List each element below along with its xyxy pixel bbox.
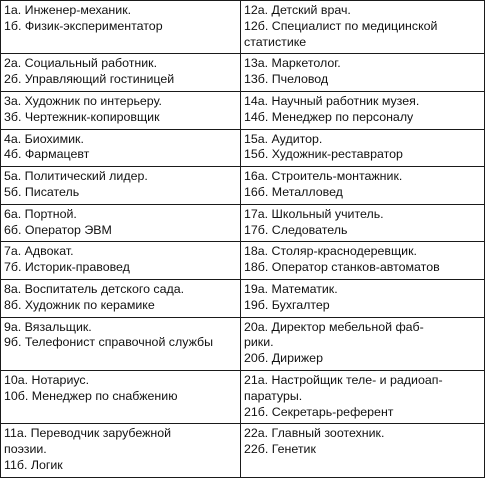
left-cell (1, 279, 241, 317)
option-a: 4а. Биохимик. (4, 131, 84, 146)
option-a: 16а. Строитель-монтажник. (244, 169, 403, 184)
left-cell (1, 242, 241, 280)
option-b: 12б. Специалист по медицинской статистике (244, 18, 438, 49)
table-row (1, 242, 485, 280)
right-cell (241, 317, 485, 370)
option-a: 18а. Столяр-краснодеревщик. (244, 244, 417, 259)
table-row (1, 204, 485, 242)
option-a: 9а. Вязальщик. (4, 319, 92, 334)
right-cell (241, 279, 485, 317)
option-a: 11а. Переводчик зарубежной поэзии. (4, 426, 172, 457)
option-a: 21а. Настройщик теле- и радиоап- паратуры. (244, 372, 443, 403)
left-cell (1, 129, 241, 167)
right-cell (241, 91, 485, 129)
option-b: 17б. Следователь (244, 222, 348, 237)
option-a: 15а. Аудитор. (244, 131, 323, 146)
option-b: 14б. Менеджер по персоналу (244, 109, 414, 124)
table-row (1, 279, 485, 317)
right-cell (241, 370, 485, 423)
option-a: 6а. Портной. (4, 206, 77, 221)
table-row (1, 317, 485, 370)
option-b: 5б. Писатель (4, 184, 80, 199)
option-b: 19б. Бухгалтер (244, 297, 330, 312)
option-b: 22б. Генетик (244, 442, 316, 457)
right-cell (241, 129, 485, 167)
right-cell (241, 424, 485, 477)
right-cell (241, 54, 485, 92)
option-b: 15б. Художник-реставратор (244, 147, 403, 162)
table-row (1, 167, 485, 205)
option-b: 4б. Фармацевт (4, 147, 90, 162)
right-cell (241, 1, 485, 54)
left-cell (1, 204, 241, 242)
option-b: 10б. Менеджер по снабжению (4, 388, 178, 403)
left-cell (1, 317, 241, 370)
left-cell (1, 167, 241, 205)
left-cell (1, 1, 241, 54)
table-row (1, 1, 485, 54)
option-b: 7б. Историк-правовед (4, 260, 130, 275)
right-cell (241, 167, 485, 205)
option-b: 8б. Художник по керамике (4, 297, 155, 312)
table-row (1, 91, 485, 129)
option-a: 19а. Математик. (244, 281, 338, 296)
option-a: 8а. Воспитатель детского сада. (4, 281, 185, 296)
left-cell (1, 91, 241, 129)
option-b: 20б. Дирижер (244, 351, 323, 366)
left-cell (1, 370, 241, 423)
table-row (1, 424, 485, 477)
left-cell (1, 54, 241, 92)
option-b: 9б. Телефонист справочной службы (4, 335, 214, 350)
option-b: 21б. Секретарь-референт (244, 404, 394, 419)
table-row (1, 54, 485, 92)
option-a: 20а. Директор мебельной фаб- рики. (244, 319, 424, 350)
right-cell (241, 204, 485, 242)
option-a: 13а. Маркетолог. (244, 56, 341, 71)
option-b: 2б. Управляющий гостиницей (4, 72, 175, 87)
option-a: 5а. Политический лидер. (4, 169, 148, 184)
table-row (1, 129, 485, 167)
left-cell (1, 424, 241, 477)
option-a: 3а. Художник по интерьеру. (4, 93, 162, 108)
option-a: 17а. Школьный учитель. (244, 206, 384, 221)
option-b: 13б. Пчеловод (244, 72, 329, 87)
table-row (1, 370, 485, 423)
option-b: 18б. Оператор станков-автоматов (244, 260, 440, 275)
option-a: 1а. Инженер-механик. (4, 3, 132, 17)
option-b: 6б. Оператор ЭВМ (4, 222, 112, 237)
option-a: 12а. Детский врач. (244, 3, 351, 17)
option-a: 14а. Научный работник музея. (244, 93, 420, 108)
table-body (1, 1, 485, 478)
option-b: 11б. Логик (4, 457, 63, 472)
option-a: 7а. Адвокат. (4, 244, 74, 259)
right-cell (241, 242, 485, 280)
option-b: 16б. Металловед (244, 184, 343, 199)
option-a: 10а. Нотариус. (4, 372, 90, 387)
option-a: 2а. Социальный работник. (4, 56, 158, 71)
option-a: 22а. Главный зоотехник. (244, 426, 385, 441)
option-b: 1б. Физик-экспериментатор (4, 18, 163, 33)
option-b: 3б. Чертежник-копировщик (4, 109, 160, 124)
